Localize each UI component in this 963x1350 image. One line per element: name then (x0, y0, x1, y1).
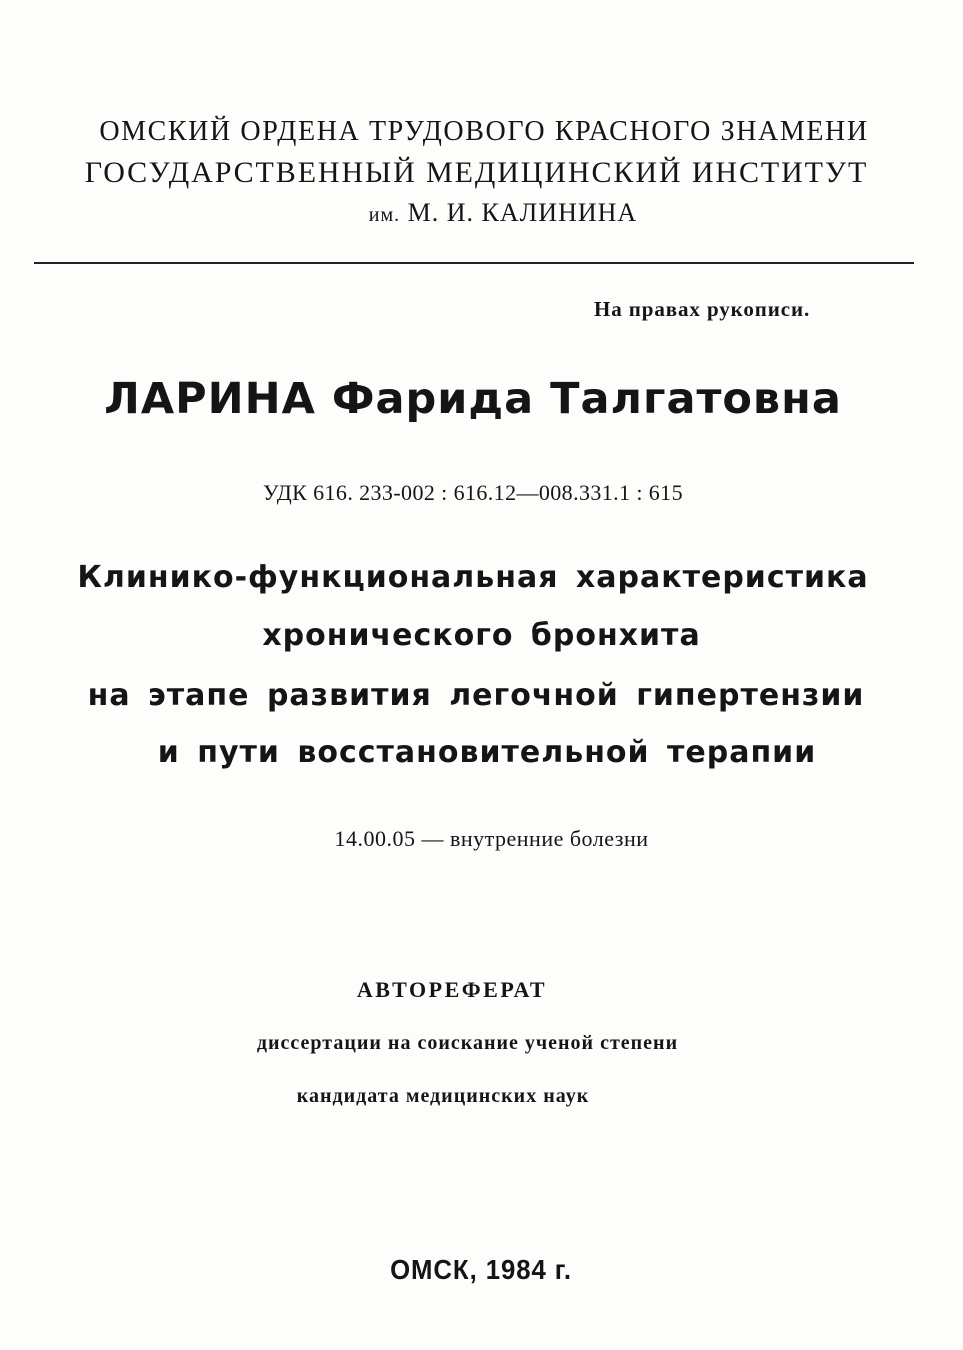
title-line-3: на этапе развития легочной гипертензии (87, 678, 865, 713)
institution-line-2: ГОСУДАРСТВЕННЫЙ МЕДИЦИНСКИЙ ИНСТИТУТ (84, 156, 869, 189)
imprint: ОМСК, 1984 г. (390, 1254, 572, 1285)
institution-namesake: М. И. КАЛИНИНА (407, 198, 638, 227)
institution-line-3 (0, 198, 963, 228)
abstract-heading: АВТОРЕФЕРАТ (356, 977, 548, 1002)
institution-name-prefix: им. (368, 204, 401, 226)
degree-line: кандидата медицинских наук (296, 1085, 590, 1107)
udk-code: УДК 616. 233-002 : 616.12—008.331.1 : 615 (263, 480, 683, 505)
dissertation-line: диссертации на соискание ученой степени (256, 1032, 679, 1054)
author-name: ЛАРИНА Фарида Талгатовна (104, 374, 842, 424)
header-divider (34, 262, 914, 264)
specialty (0, 826, 963, 852)
specialty-dash: — (421, 826, 444, 851)
specialty-code: 14.00.05 (334, 826, 416, 851)
title-line-2: хронического бронхита (262, 618, 701, 653)
rights-note: На правах рукописи. (594, 297, 811, 321)
specialty-name: внутренние болезни (449, 826, 649, 851)
title-line-1: Клинико-функциональная характеристика (77, 560, 869, 595)
title-line-4: и пути восстановительной терапии (157, 735, 817, 770)
institution-line-1: ОМСКИЙ ОРДЕНА ТРУДОВОГО КРАСНОГО ЗНАМЕНИ (99, 116, 869, 147)
